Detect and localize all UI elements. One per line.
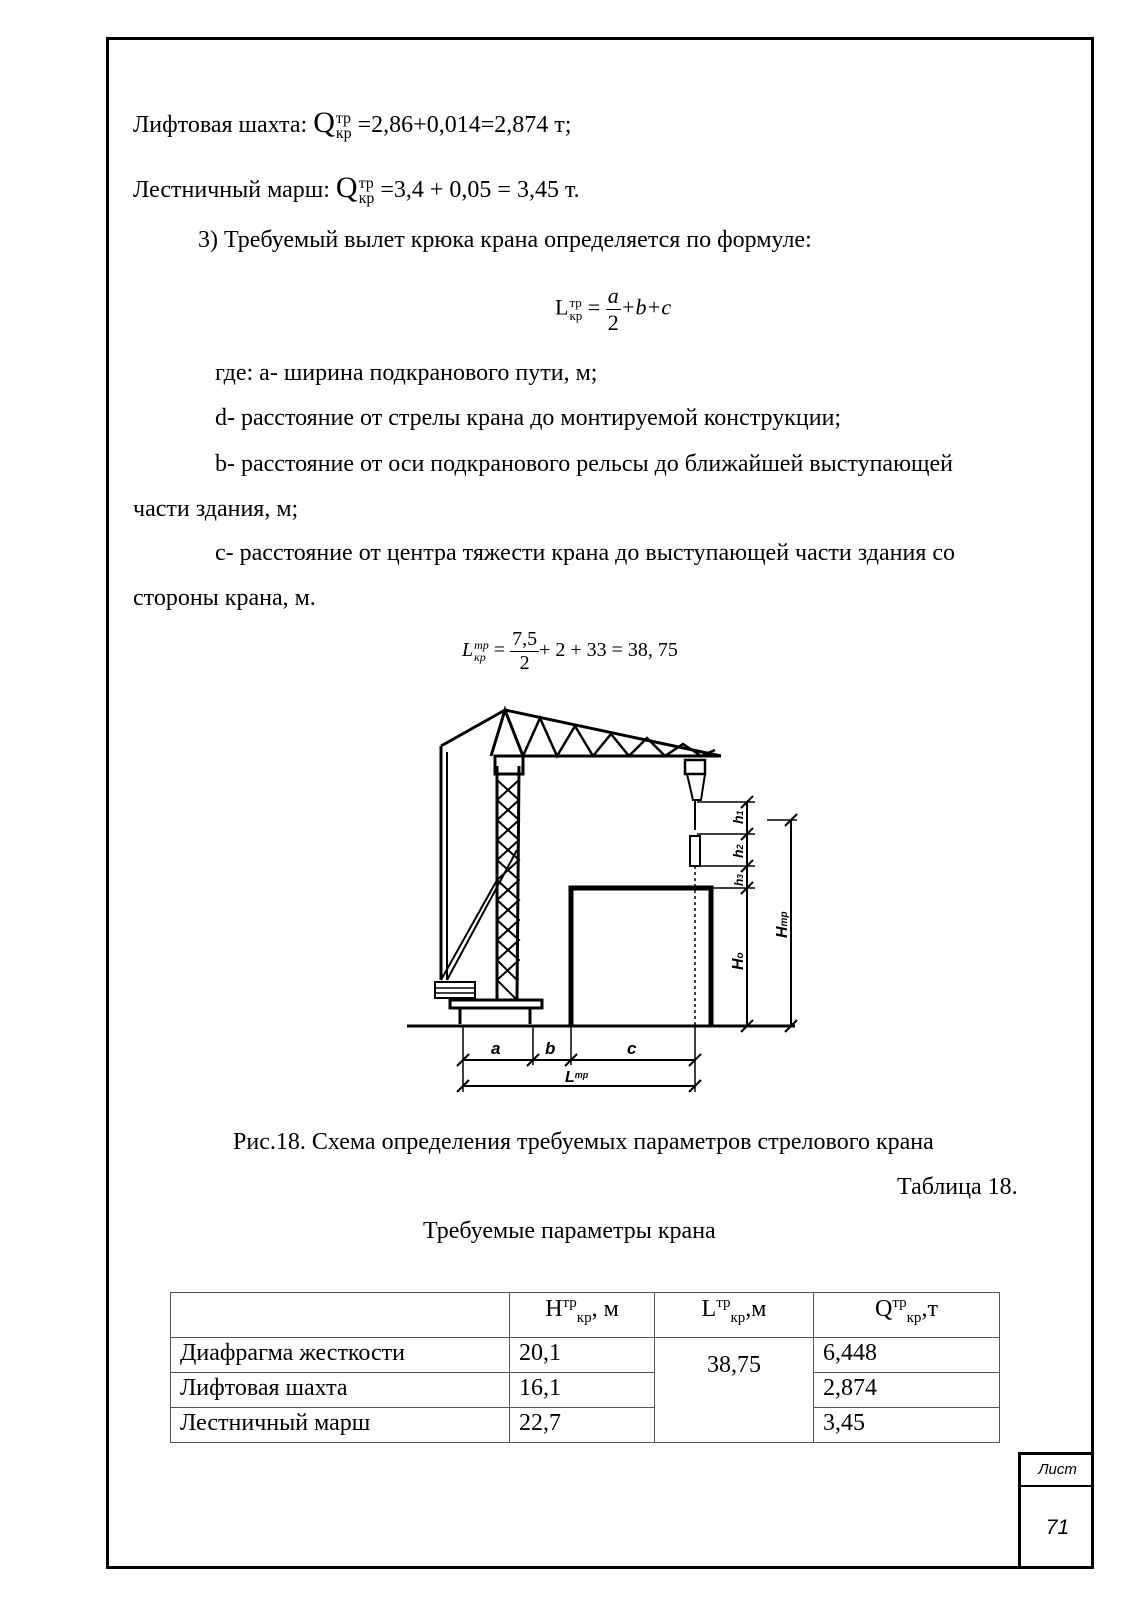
label-h1: h1 bbox=[730, 810, 746, 824]
reach-formula bbox=[555, 283, 671, 336]
definition-d: d- расстояние от стрелы крана до монтируемой конструкции; bbox=[215, 405, 842, 431]
stair-load-line bbox=[133, 173, 580, 207]
crane-base bbox=[450, 1000, 542, 1008]
row-name: Лестничный марш bbox=[171, 1408, 510, 1443]
trolley bbox=[685, 760, 705, 774]
q-symbol: Q bbox=[313, 106, 335, 139]
item-3-text: 3) Требуемый вылет крюка крана определяется по формуле: bbox=[198, 227, 812, 253]
label-htr: Hтр bbox=[774, 911, 791, 938]
q-sub: кр bbox=[335, 125, 352, 143]
q-symbol: Q bbox=[335, 171, 358, 204]
row-q-value: 2,874 bbox=[814, 1373, 1000, 1408]
jib-lattice bbox=[523, 718, 715, 756]
q-sub: кр bbox=[358, 190, 375, 208]
formula-fraction bbox=[606, 283, 621, 336]
building-outline bbox=[571, 888, 711, 1026]
formula-fraction bbox=[510, 628, 539, 675]
table-row bbox=[171, 1338, 1000, 1373]
fraction-numerator: 7,5 bbox=[512, 628, 538, 650]
table-header-h: $H^{тр}_{кр}$, м bbox=[510, 1293, 655, 1338]
label-h3: h3 bbox=[732, 874, 746, 886]
formula-eq: = bbox=[587, 294, 601, 320]
formula-lhs-sub: кр bbox=[569, 307, 583, 323]
crane-diagram bbox=[405, 700, 815, 1100]
l-value-merged: 38,75 bbox=[655, 1338, 814, 1443]
fraction-denominator: 2 bbox=[607, 310, 619, 335]
table-title: Требуемые параметры крана bbox=[423, 1218, 716, 1244]
row-h-value: 22,7 bbox=[510, 1408, 655, 1443]
definition-c-cont: стороны крана, м. bbox=[133, 585, 316, 611]
crane-params-table bbox=[170, 1292, 1000, 1443]
formula-eq: = bbox=[493, 639, 506, 662]
mast-top bbox=[491, 710, 523, 756]
formula-lhs-sup: тр bbox=[569, 295, 582, 311]
row-q-value: 6,448 bbox=[814, 1338, 1000, 1373]
label-l: $L^{тр}$ bbox=[565, 1069, 589, 1086]
sheet-number: 71 bbox=[1045, 1516, 1070, 1539]
table-row bbox=[171, 1408, 1000, 1443]
row-name: Лифтовая шахта bbox=[171, 1373, 510, 1408]
definition-a: где: а- ширина подкранового пути, м; bbox=[215, 360, 598, 386]
fraction-denominator: 2 bbox=[519, 652, 530, 674]
label-c: c bbox=[627, 1039, 637, 1058]
table-row bbox=[171, 1373, 1000, 1408]
row-h-value: 20,1 bbox=[510, 1338, 655, 1373]
table-header-row bbox=[171, 1293, 1000, 1338]
load-element bbox=[690, 836, 700, 866]
q-sup: тр bbox=[358, 175, 374, 193]
definition-c: с- расстояние от центра тяжести крана до выступающей части здания со bbox=[215, 540, 956, 566]
table-header-l: $L^{тр}_{кр},м$ bbox=[655, 1293, 814, 1338]
table-number: Таблица 18. bbox=[897, 1174, 1018, 1200]
formula-rest: +b+c bbox=[620, 294, 672, 320]
label-a: a bbox=[491, 1039, 501, 1058]
sheet-stamp bbox=[1018, 1452, 1094, 1569]
formula-lhs-sup: тр bbox=[474, 638, 489, 653]
lift-label: Лифтовая шахта: bbox=[133, 112, 308, 138]
formula-lhs: L bbox=[555, 294, 569, 320]
formula-rest: + 2 + 33 = 38, 75 bbox=[539, 639, 678, 662]
definition-b-cont: части здания, м; bbox=[133, 496, 299, 522]
row-q-value: 3,45 bbox=[814, 1408, 1000, 1443]
label-h2: h2 bbox=[730, 844, 746, 858]
fraction-numerator: a bbox=[607, 283, 619, 308]
figure-caption: Рис.18. Схема определения требуемых параметров стрелового крана bbox=[233, 1129, 934, 1155]
counterweight bbox=[435, 982, 475, 998]
table-header-q: $Q^{тр}_{кр},т$ bbox=[814, 1293, 1000, 1338]
reach-calculation bbox=[462, 628, 678, 675]
row-h-value: 16,1 bbox=[510, 1373, 655, 1408]
lift-load-line bbox=[133, 108, 571, 142]
label-ho: Hо bbox=[730, 952, 747, 970]
stair-label: Лестничный марш: bbox=[133, 177, 330, 203]
label-b: b bbox=[545, 1039, 556, 1058]
lift-value: =2,86+0,014=2,874 т; bbox=[357, 112, 572, 138]
table-header-empty bbox=[171, 1293, 510, 1338]
sheet-label: Лист bbox=[1021, 1455, 1094, 1487]
formula-lhs: L bbox=[462, 639, 474, 662]
definition-b: b- расстояние от оси подкранового рельсы до ближайшей выступающей bbox=[215, 451, 953, 477]
row-name: Диафрагма жесткости bbox=[171, 1338, 510, 1373]
stair-value: =3,4 + 0,05 = 3,45 т. bbox=[380, 177, 580, 203]
formula-lhs-sub: кр bbox=[474, 649, 486, 664]
q-sup: тр bbox=[335, 110, 352, 128]
